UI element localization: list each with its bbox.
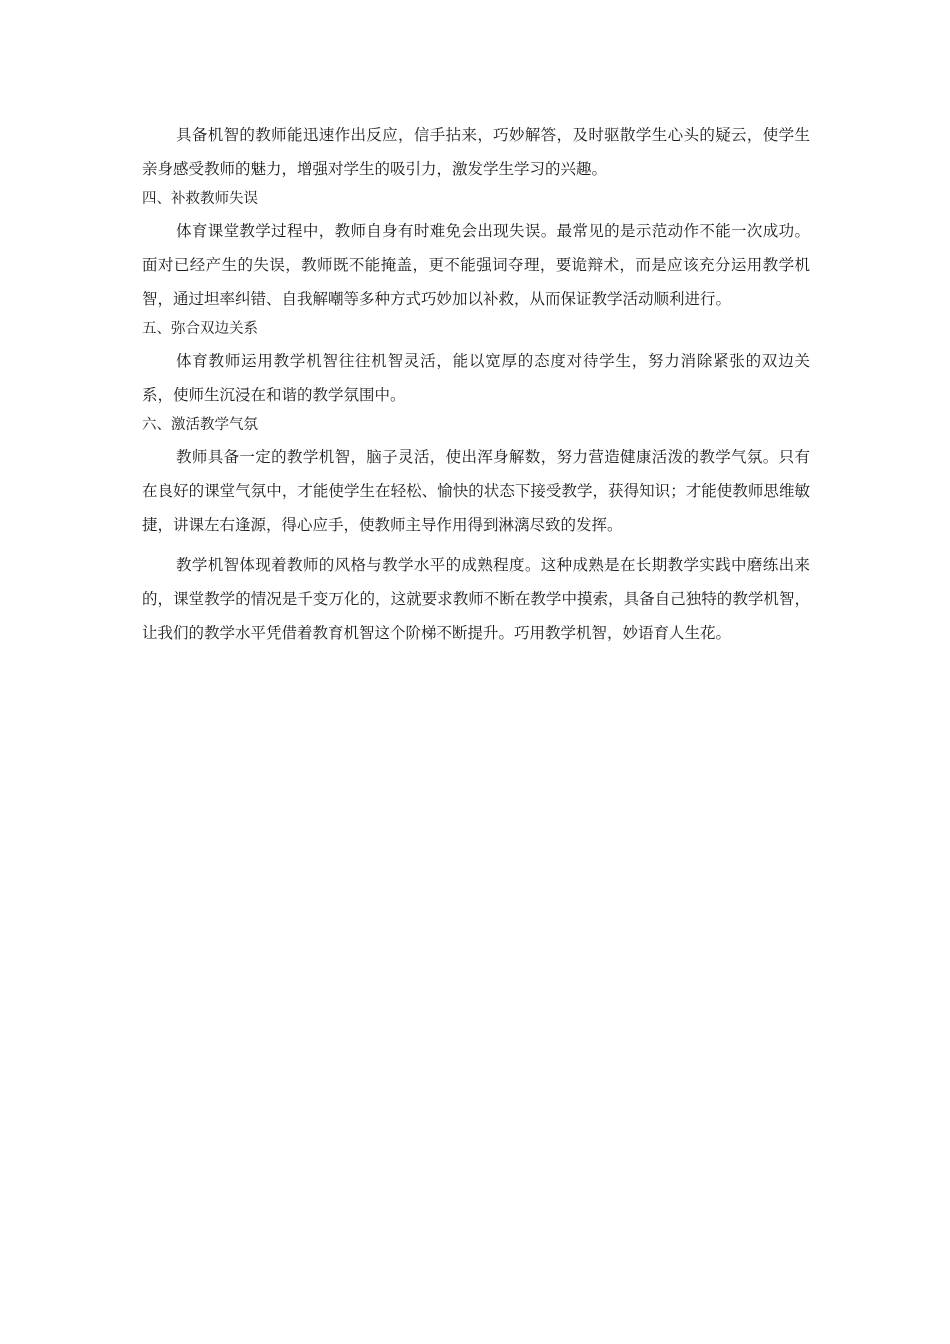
paragraph-bilateral-relations: 体育教师运用教学机智往往机智灵活，能以宽厚的态度对待学生，努力消除紧张的双边关系，使师生沉浸在和谐的教学氛围中。 [142, 352, 810, 404]
paragraph-remedy-mistakes: 体育课堂教学过程中，教师自身有时难免会出现失误。最常见的是示范动作不能一次成功。面对已经产生的失误，教师既不能掩盖，更不能强词夺理，要诡辩术，而是应该充分运用教学机智，通过坦率纠错、自我解嘲等多种方式巧妙加以补救，从而保证教学活动顺利进行。 [142, 222, 810, 308]
paragraph-wit-response: 具备机智的教师能迅速作出反应，信手拈来，巧妙解答，及时驱散学生心头的疑云，使学生亲身感受教师的魅力，增强对学生的吸引力，激发学生学习的兴趣。 [142, 126, 810, 178]
paragraph-conclusion: 教学机智体现着教师的风格与教学水平的成熟程度。这种成熟是在长期教学实践中磨练出来的，课堂教学的情况是千变万化的，这就要求教师不断在教学中摸索，具备自己独特的教学机智，让我们的教学水平凭借着教育机智这个阶梯不断提升。巧用教学机智，妙语育人生花。 [142, 556, 810, 642]
document-page [142, 118, 810, 650]
section-heading-activate-atmosphere: 六、激活教学气氛 [142, 417, 258, 433]
paragraph-activate-atmosphere: 教师具备一定的教学机智，脑子灵活，使出浑身解数，努力营造健康活泼的教学气氛。只有在良好的课堂气氛中，才能使学生在轻松、愉快的状态下接受教学，获得知识；才能使教师思维敏捷，讲课左右逢源，得心应手，使教师主导作用得到淋漓尽致的发挥。 [142, 448, 810, 534]
section-heading-bilateral-relations: 五、弥合双边关系 [142, 321, 258, 337]
section-heading-remedy-mistakes: 四、补救教师失误 [142, 191, 258, 207]
